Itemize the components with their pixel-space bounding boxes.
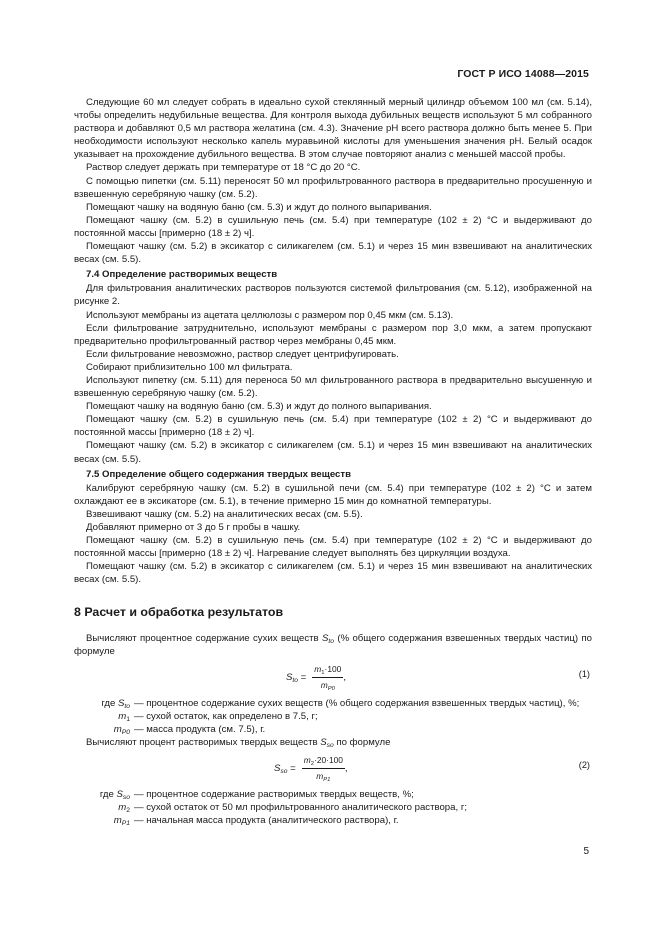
paragraph: Помещают чашку (см. 5.2) в сушильную печь (см. 5.4) при температуре (102 ± 2) °С и выдерживают до постоянной массы [примерно (18 ± 2) ч]. Нагревание следует выполнять без циркуляции воздуха. <box>74 535 592 560</box>
section-heading-8: 8 Расчет и обработка результатов <box>74 605 284 620</box>
paragraph: Используют пипетку (см. 5.11) для переноса 50 мл фильтрованного раствора в предварительно высушенную и взвешенную серебряную чашку (см. 5.2). <box>74 374 592 400</box>
formula-number: (2) <box>578 760 590 771</box>
paragraph: С помощью пипетки (см. 5.11) переносят 50 мл профильтрованного раствора в предварительно просушенную и взвешенную серебряную чашку (см. 5.2). <box>74 175 592 200</box>
section-heading-7-5: 7.5 Определение общего содержания твердых веществ <box>86 468 351 480</box>
variable-row: $m_{P0}$ — масса продукта (см. 7.5), г. <box>113 723 266 736</box>
paragraph: Следующие 60 мл следует собрать в идеально сухой стеклянный мерный цилиндр объемом 100 мл (см. 5.14), чтобы определить недубильные вещества. Для контроля выхода дубильных веществ используют 5 мл собранного раствора и добавляют 0,5 мл раствора желатина (см. 4.3). Значение рН всего раствора должно быть менее 5. При необходимости используют несколько капель муравьиной кислоты для уменьшения значения рН. Белый осадок указывает на прохождение дубильного вещества. В этом случае повторяют анализ с меньшей массой пробы. <box>74 97 592 161</box>
paragraph: Используют мембраны из ацетата целлюлозы с размером пор 0,45 мкм (см. 5.13). <box>86 309 454 321</box>
formula-number: (1) <box>578 668 590 679</box>
paragraph: Помещают чашку (см. 5.2) в сушильную печь (см. 5.4) при температуре (102 ± 2) °С и выдерживают до постоянной массы [примерно (18 ± 2) ч]. <box>74 214 592 239</box>
formula-2: $S_{so}$ = $\frac{m_2\cdot 20\cdot 100}{m_{P1}}$ , (2) <box>274 755 590 784</box>
page-content <box>74 96 592 827</box>
page-number: 5 <box>583 846 589 857</box>
paragraph: Калибруют серебряную чашку (см. 5.2) в сушильной печи (см. 5.4) при температуре (102 ± 2) °С и затем охлаждают ее в эксикаторе (см. 5.1), в течение примерно 15 мин до комнатной температуры. <box>74 482 592 507</box>
paragraph: Если фильтрование затруднительно, используют мембраны с размером пор 3,0 мкм, а затем пропускают предварительно профильтрованный раствор через мембраны 0,45 мкм. <box>74 322 592 347</box>
variable-row: $m_2$ — сухой остаток от 50 мл профильтрованного аналитического раствора, г; <box>118 802 467 815</box>
paragraph: Помещают чашку (см. 5.2) в эксикатор с силикагелем (см. 5.1) и через 15 мин взвешивают на аналитических весах (см. 5.5). <box>74 440 592 465</box>
paragraph: Собирают приблизительно 100 мл фильтрата. <box>86 361 293 373</box>
paragraph: Если фильтрование невозможно, раствор следует центрифугировать. <box>86 348 399 360</box>
paragraph: Помещают чашку (см. 5.2) в эксикатор с силикагелем (см. 5.1) и через 15 мин взвешивают на аналитических весах (см. 5.5). <box>74 241 592 266</box>
formula-lead-1: Вычисляют процентное содержание сухих веществ $S_{to}$ (% общего содержания взвешенных твердых частиц) по формуле <box>74 632 592 657</box>
paragraph: Помещают чашку на водяную баню (см. 5.3) и ждут до полного выпаривания. <box>86 401 432 413</box>
paragraph: Помещают чашку (см. 5.2) в эксикатор с силикагелем (см. 5.1) и через 15 мин взвешивают на аналитических весах (см. 5.5). <box>74 561 592 586</box>
paragraph: Добавляют примерно от 3 до 5 г пробы в чашку. <box>86 522 301 533</box>
formula-1: $S_{to}$ = $\frac{m_1\cdot 100}{m_{P0}}$ , (1) <box>286 663 590 692</box>
paragraph: Для фильтрования аналитических растворов пользуются системой фильтрования (см. 5.12), изображенной на рисунке 2. <box>74 283 592 308</box>
paragraph: Помещают чашку (см. 5.2) в сушильную печь (см. 5.4) при температуре (102 ± 2) °С и выдерживают до постоянной массы [примерно (18 ± 2) ч]. <box>74 414 592 439</box>
variable-list-2 <box>74 788 592 827</box>
variable-list-1 <box>74 697 592 736</box>
section-heading-7-4: 7.4 Определение растворимых веществ <box>86 269 278 281</box>
variable-row: где $S_{so}$ — процентное содержание растворимых твердых веществ, %; <box>99 789 414 802</box>
variable-row: $m_1$ — сухой остаток, как определено в 7.5, г; <box>118 710 318 723</box>
paragraph: Взвешивают чашку (см. 5.2) на аналитических весах (см. 5.5). <box>86 508 363 520</box>
paragraph: Помещают чашку на водяную баню (см. 5.3) и ждут до полного выпаривания. <box>86 201 432 213</box>
variable-row: где $S_{to}$ — процентное содержание сухих веществ (% общего содержания взвешенных твердых частиц), %; <box>101 697 580 710</box>
standard-header: ГОСТ Р ИСО 14088—2015 <box>457 68 589 80</box>
variable-row: $m_{P1}$ — начальная масса продукта (аналитического раствора), г. <box>113 815 399 828</box>
formula-lead-2: Вычисляют процент растворимых твердых веществ $S_{so}$ по формуле <box>86 737 391 750</box>
paragraph: Раствор следует держать при температуре от 18 °С до 20 °С. <box>86 162 361 174</box>
